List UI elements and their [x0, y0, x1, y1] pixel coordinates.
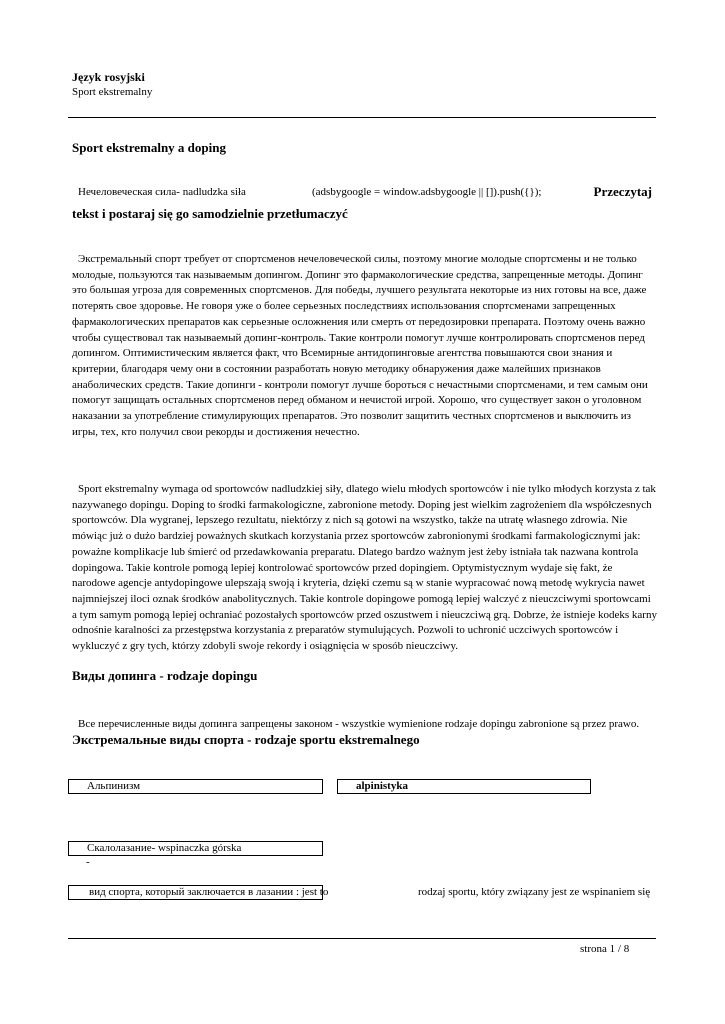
paragraph-russian	[72, 252, 658, 440]
glossary-box-pl-1	[337, 779, 591, 794]
paragraph-polish-text: Sport ekstremalny wymaga od sportowców nadludzkiej siły, dlatego wielu młodych sportowców i nie tylko młodych korzysta z tak nazywanego dopingu. Doping to środki farmakologiczne, zabronione metody. Doping jest wielkim zagrożeniem dla współczesnych sportowców. Dla wygranej, lepszego rezultatu, niektórzy z nich są gotowi na wszystko, także na utratę własnego zdrowia. Nie mówiąc już o dużo bardziej poważnych skutkach korzystania przez sportowców zabronionymi środkami farmakologicznymi jak: poważne komplikacje lub śmierć od przedawkowania preparatu. Dlatego bardzo ważnym jest żeby istniała tak nazwana kontrola dopingowa. Takie kontrole pomogą lepiej kontrolować sportowców przed dopingiem. Optymistycznym wydaje się fakt, że narodowe agencje antydopingowe ulepszają swoją i kryteria, dzięki czemu są w stanie wypracować nową metodę wykrycia nawet najmniejszej iloci oznak środków anabolitycznych. Takie kontrole dopingowe pomogą lepiej walczyć z nieuczciwymi sportowcami a tym samym pomogą lepiej ochraniać pozostałych sportowców przed oszustwem i nieuczciwą grą. Dobrze, że istnieje kodeks karny odnośnie karalności za przestępstwa korzystania z preparatów stymulujących. Pozwoli to uchronić uczciwych sportowców i wykluczyć z gry tych, którzy zdobyli swoje rekordy i osiągnięcia w sposób nieuczciwy.	[72, 483, 657, 653]
glossary-box-ru-1	[68, 779, 323, 794]
instruction-text: tekst i postaraj się go samodzielnie przetłumaczyć	[72, 206, 348, 221]
paragraph-polish	[72, 482, 658, 655]
types-heading: Виды допинга - rodzaje dopingu	[72, 668, 258, 683]
document-header-subtitle: Sport ekstremalny	[72, 86, 153, 98]
types-intro-text: Все перечисленные виды допинга запрещены законом - wszystkie wymienione rodzaje dopingu zabronione są przez prawo.	[78, 718, 640, 730]
paragraph-russian-text: Экстремальный спорт требует от спортсменов нечеловеческой силы, поэтому многие молодые спортсмены и не только молодые, пользуются так называемым допингом. Допинг это фармакологические средства, запрещенные методы. Допинг это большая угроза для современных спортсменов. Для победы, лучшего результата некоторые из них готовы на все, даже потерять свое здоровье. Не говоря уже о более серьезных последствиях использования спортсменами запрещенных фармакологических препаратов как серьезные осложнения или смерть от передозировки препарата. Поэтому очень важно чтобы существовал так называемый допинг-контроль. Такие контроли помогут лучше контролировать спортсменов перед допингом. Оптимистическим является факт, что Всемирные антидопинговые агентства повышаются свои знания и критерии, благодаря чему они в состоянии разработать новую методику обнаружения даже малейших признаков анаболических средств. Такие допинги - контроли помогут лучше бороться с нечастными спортсменами, и тем самым они помогут защищать остальных спортсменов перед обманом и нечистой игрой. Хорошо, что существует закон о уголовном наказании за употребление стимулирующих препаратов. Это позволит защитить честных спортсменов и выключить из игры, тех, кто получил свои рекорды и достижения нечестно.	[72, 253, 648, 438]
document-header-title: Język rosyjski	[72, 70, 145, 84]
glossary-box-3	[68, 885, 329, 900]
ads-script-text: (adsbygoogle = window.adsbygoogle || []).push({});	[312, 186, 542, 198]
meta-left-text: Нечеловеческая сила- nadludzka siła	[78, 186, 246, 198]
meta-line	[72, 186, 656, 204]
glossary-term-2: Скалолазание- wspinaczka górska	[87, 842, 242, 854]
types-intro	[72, 716, 658, 749]
glossary-term-ru-3: вид спорта, который заключается в лазании : jest to	[89, 886, 329, 898]
header-divider	[68, 117, 656, 118]
glossary-term-ru-1: Альпинизм	[87, 780, 141, 792]
article-title: Sport ekstremalny a doping	[72, 140, 226, 155]
instruction-start: Przeczytaj	[593, 184, 652, 199]
page-number: strona 1 / 8	[580, 943, 630, 955]
sports-subheading: Экстремальные виды спорта - rodzaje sportu ekstremalnego	[72, 732, 420, 747]
footer-divider	[68, 938, 656, 939]
glossary-box-2	[68, 841, 323, 856]
glossary-term-pl-3-text: rodzaj sportu, który związany jest ze wspinaniem się	[418, 886, 651, 898]
glossary-term-pl-1: alpinistyka	[356, 780, 408, 792]
glossary-dash: -	[86, 856, 90, 868]
